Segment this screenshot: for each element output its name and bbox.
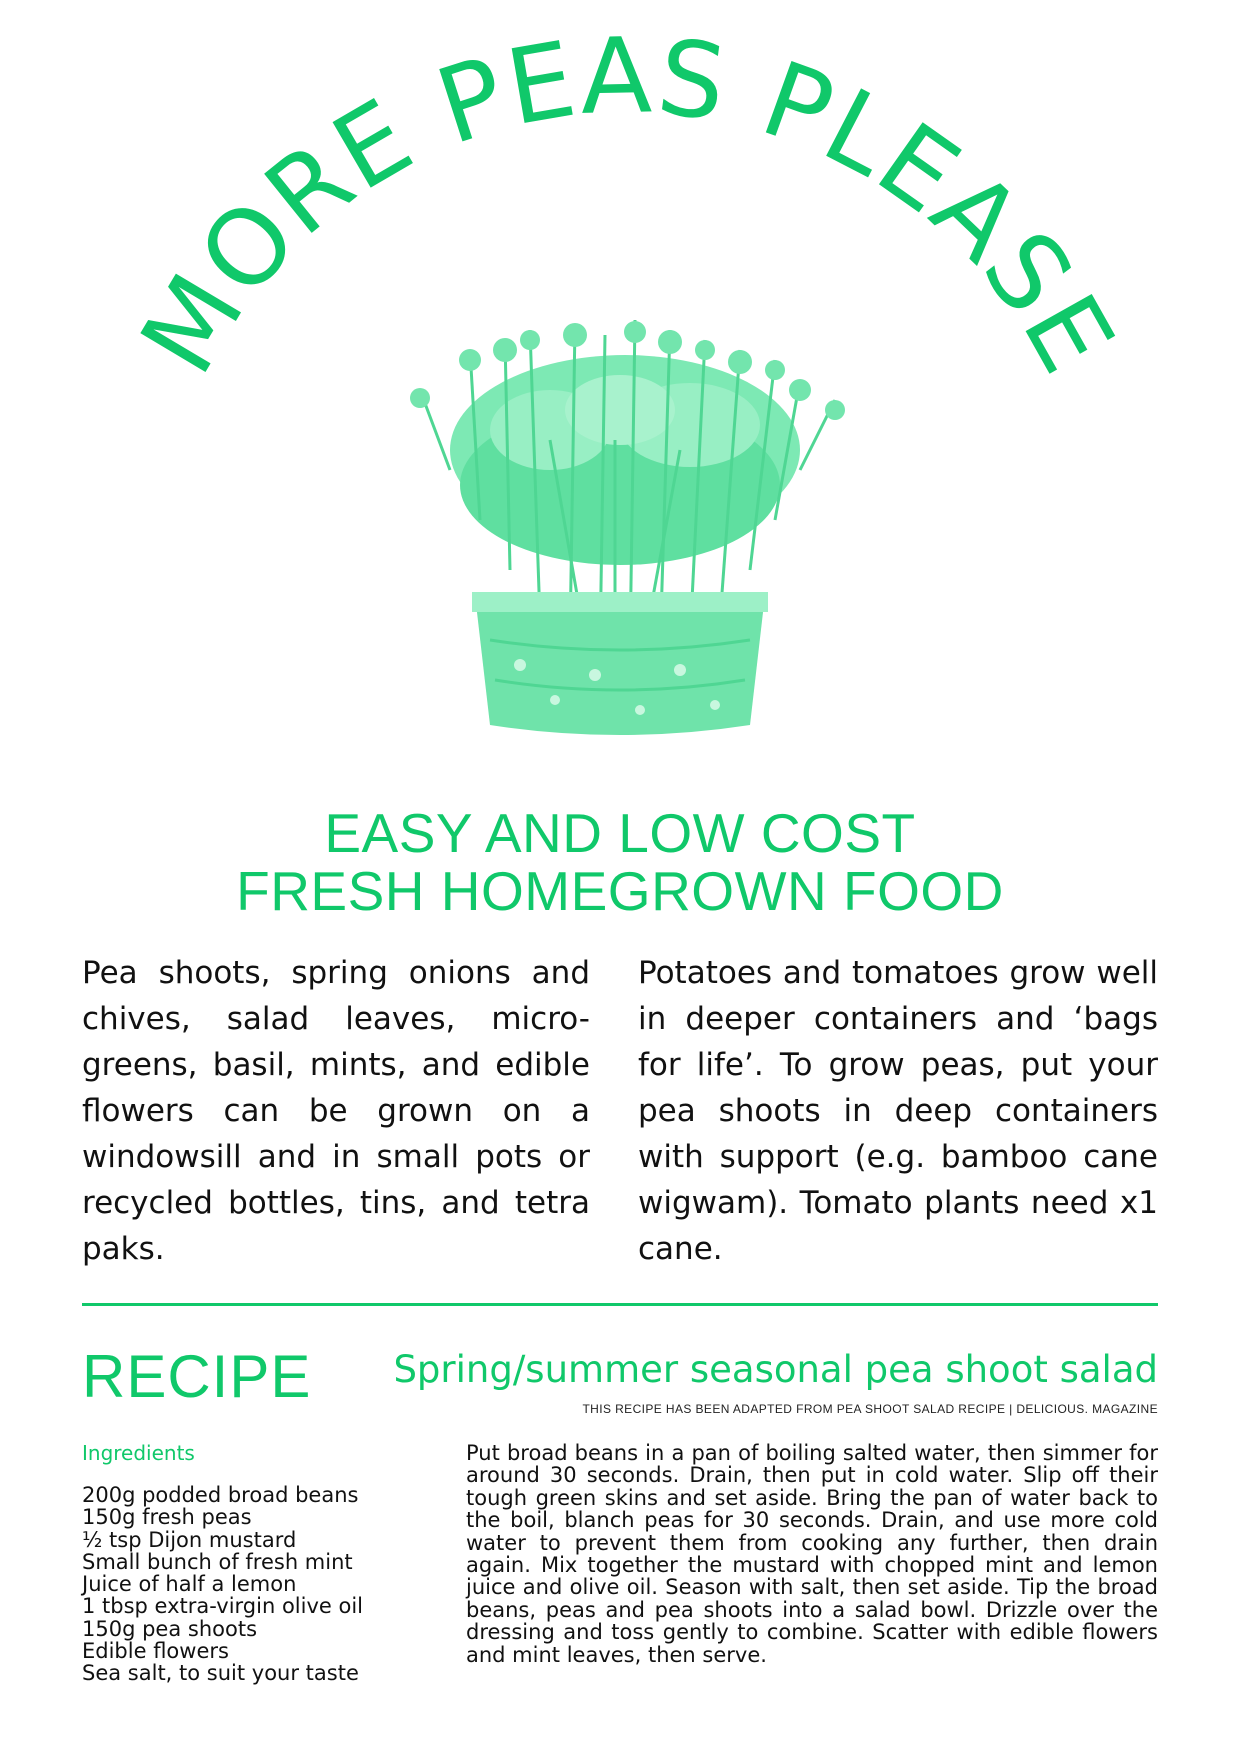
ingredient-item: 1 tbsp extra-virgin olive oil bbox=[82, 1594, 364, 1619]
ingredient-item: Sea salt, to suit your taste bbox=[82, 1661, 359, 1686]
recipe-title: Spring/summer seasonal pea shoot salad bbox=[393, 1348, 1158, 1391]
ingredient-item: 150g fresh peas bbox=[82, 1505, 252, 1530]
ingredients-list bbox=[82, 1484, 363, 1685]
ingredients-label: Ingredients bbox=[82, 1441, 195, 1465]
subheading-line-1: EASY AND LOW COST bbox=[324, 802, 916, 864]
ingredient-item: Juice of half a lemon bbox=[82, 1572, 297, 1597]
ingredient-item: ½ tsp Dijon mustard bbox=[82, 1527, 297, 1552]
section-divider bbox=[82, 1303, 1158, 1306]
punnet-container bbox=[472, 592, 768, 735]
title-textpath: MORE PEAS PLEASE bbox=[116, 14, 1139, 394]
subheading-line-2: FRESH HOMEGROWN FOOD bbox=[236, 860, 1004, 922]
plant-foliage bbox=[450, 355, 800, 565]
pea-shoots-punnet-illustration bbox=[380, 320, 860, 760]
recipe-method: Put broad beans in a pan of boiling salted water, then simmer for around 30 seconds. Drain, then put in cold water. Slip off their tough green skins and set aside. Bring the pan of water back to the boil, blanch peas for 30 seconds. Drain, and use more cold water to prevent them from cooking any further, then drain again. Mix together the mustard with chopped mint and lemon juice and olive oil. Season with salt, then set aside. Tip the broad beans, peas and pea shoots into a salad bowl. Drizzle over the dressing and toss gently to combine. Scatter with edible flowers and mint leaves, then serve. bbox=[466, 1441, 1158, 1667]
ingredient-item: 150g pea shoots bbox=[82, 1616, 258, 1641]
recipe-credit: THIS RECIPE HAS BEEN ADAPTED FROM PEA SHOOT SALAD RECIPE | DELICIOUS. MAGAZINE bbox=[582, 1402, 1158, 1416]
intro-right-column: Potatoes and tomatoes grow well in deeper containers and ‘bags for life’. To grow peas, put your pea shoots in deep containers with support (e.g. bamboo cane wigwam). Tomato plants need x1 cane. bbox=[638, 955, 1158, 1267]
ingredient-item: 200g podded broad beans bbox=[82, 1483, 359, 1507]
intro-left-column: Pea shoots, spring onions and chives, salad leaves, micro-greens, basil, mints, and edible flowers can be grown on a windowsill and in small pots or recycled bottles, tins, and tetra paks. bbox=[82, 955, 590, 1267]
ingredient-item: Edible flowers bbox=[82, 1639, 229, 1664]
ingredient-item: Small bunch of fresh mint bbox=[82, 1549, 353, 1574]
recipe-heading: RECIPE bbox=[82, 1343, 312, 1410]
